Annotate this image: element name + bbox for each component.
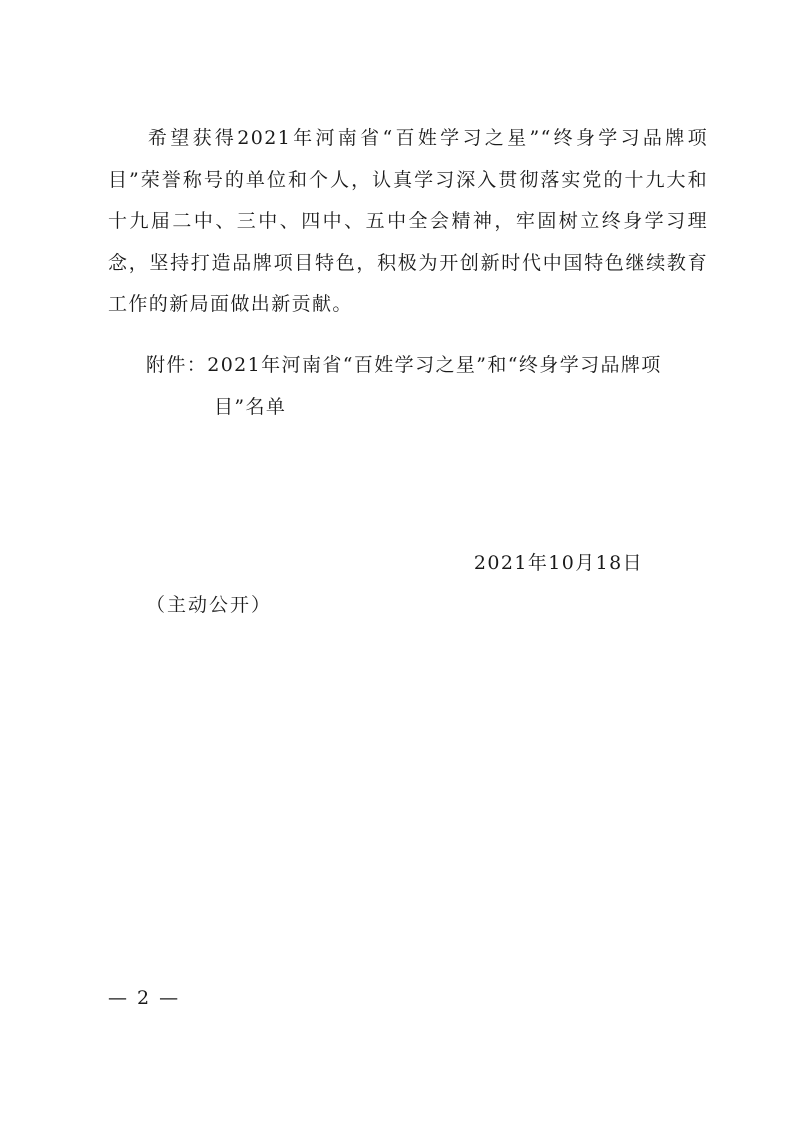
attachment-line-1: 附件：2021年河南省“百姓学习之星”和“终身学习品牌项 — [146, 354, 662, 376]
body-paragraph-text: 希望获得2021年河南省“百姓学习之星”“终身学习品牌项目”荣誉称号的单位和个人，认真学习深入贯彻落实党的十九大和十九届二中、三中、四中、五中全会精神，牢固树立终身学习理念，坚持打造品牌项目特色，积极为开创新时代中国特色继续教育工作的新局面做出新贡献。 — [108, 127, 708, 315]
issue-date: 2021年10月18日 — [473, 552, 643, 574]
page-number: — 2 — — [108, 987, 181, 1009]
attachment-note — [146, 345, 708, 428]
disclosure-label: （主动公开） — [146, 594, 273, 616]
body-paragraph — [108, 118, 708, 326]
attachment-line-2: 目”名单 — [214, 395, 287, 418]
